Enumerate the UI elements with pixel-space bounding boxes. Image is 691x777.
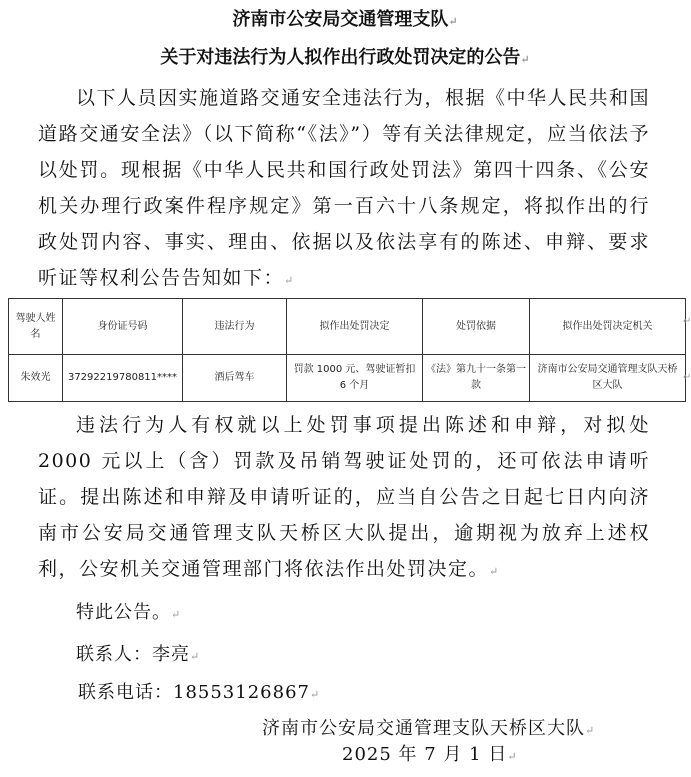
penalty-table: [8, 298, 686, 402]
table-header-row: [9, 299, 686, 355]
cell-basis: 《法》第九十一条第一款: [423, 355, 530, 402]
cell-penalty: 罚款 1000 元、驾驶证暂扣 6 个月: [287, 355, 423, 402]
cell-driver-name: 朱效光: [9, 355, 63, 402]
notice-title-line2: 关于对违法行为人拟作出行政处罚决定的公告↵: [160, 47, 530, 68]
header-violation: 违法行为: [183, 299, 287, 355]
contact-person: 联系人：李亮↵: [76, 644, 200, 665]
table-row: [9, 355, 686, 402]
cell-violation: 酒后驾车: [183, 355, 287, 402]
cell-id-number: 37292219780811****: [63, 355, 183, 402]
notice-title-line1: 济南市公安局交通管理支队↵: [232, 9, 458, 30]
contact-phone-label: 联系电话：: [78, 682, 173, 703]
signature-date: 2025 年 7 月 1 日↵: [342, 744, 517, 765]
header-authority: 拟作出处罚决定机关: [530, 299, 686, 355]
cell-authority: 济南市公安局交通管理支队天桥区大队: [530, 355, 686, 402]
intro-paragraph: 以下人员因实施道路交通安全违法行为，根据《中华人民共和国道路交通安全法》（以下简称“《法》”）等有关法律规定，应当依法予以处罚。现根据《中华人民共和国行政处罚法》第四十四条、《公安机关办理行政案件程序规定》第一百六十八条规定，将拟作出的行政处罚内容、事实、理由、依据以及依法享有的陈述、申辩、要求听证等权利公告告知如下：↵: [38, 87, 651, 289]
header-id-number: 身份证号码: [63, 299, 183, 355]
header-basis: 处罚依据: [423, 299, 530, 355]
contact-phone: 联系电话：18553126867↵: [78, 682, 320, 703]
rights-paragraph: 违法行为人有权就以上处罚事项提出陈述和申辩，对拟处 2000 元以上（含）罚款及吊销驾驶证处罚的，还可依法申请听证。提出陈述和申辩及申请听证的，应当自公告之日起七日内向济南市公安局交通管理支队天桥区大队提出，逾期视为放弃上述权利，公安机关交通管理部门将依法作出处罚决定。↵: [38, 414, 650, 580]
row-end-mark: ↵: [683, 372, 691, 383]
contact-person-name: 李亮: [152, 644, 190, 665]
contact-phone-number: 18553126867: [173, 682, 310, 703]
contact-person-label: 联系人：: [76, 644, 152, 665]
signature-organization: 济南市公安局交通管理支队天桥区大队↵: [262, 718, 595, 739]
header-driver-name: 驾驶人姓名: [9, 299, 63, 355]
row-end-mark: ↵: [683, 316, 691, 327]
closing-statement: 特此公告。↵: [76, 602, 181, 623]
header-penalty: 拟作出处罚决定: [287, 299, 423, 355]
